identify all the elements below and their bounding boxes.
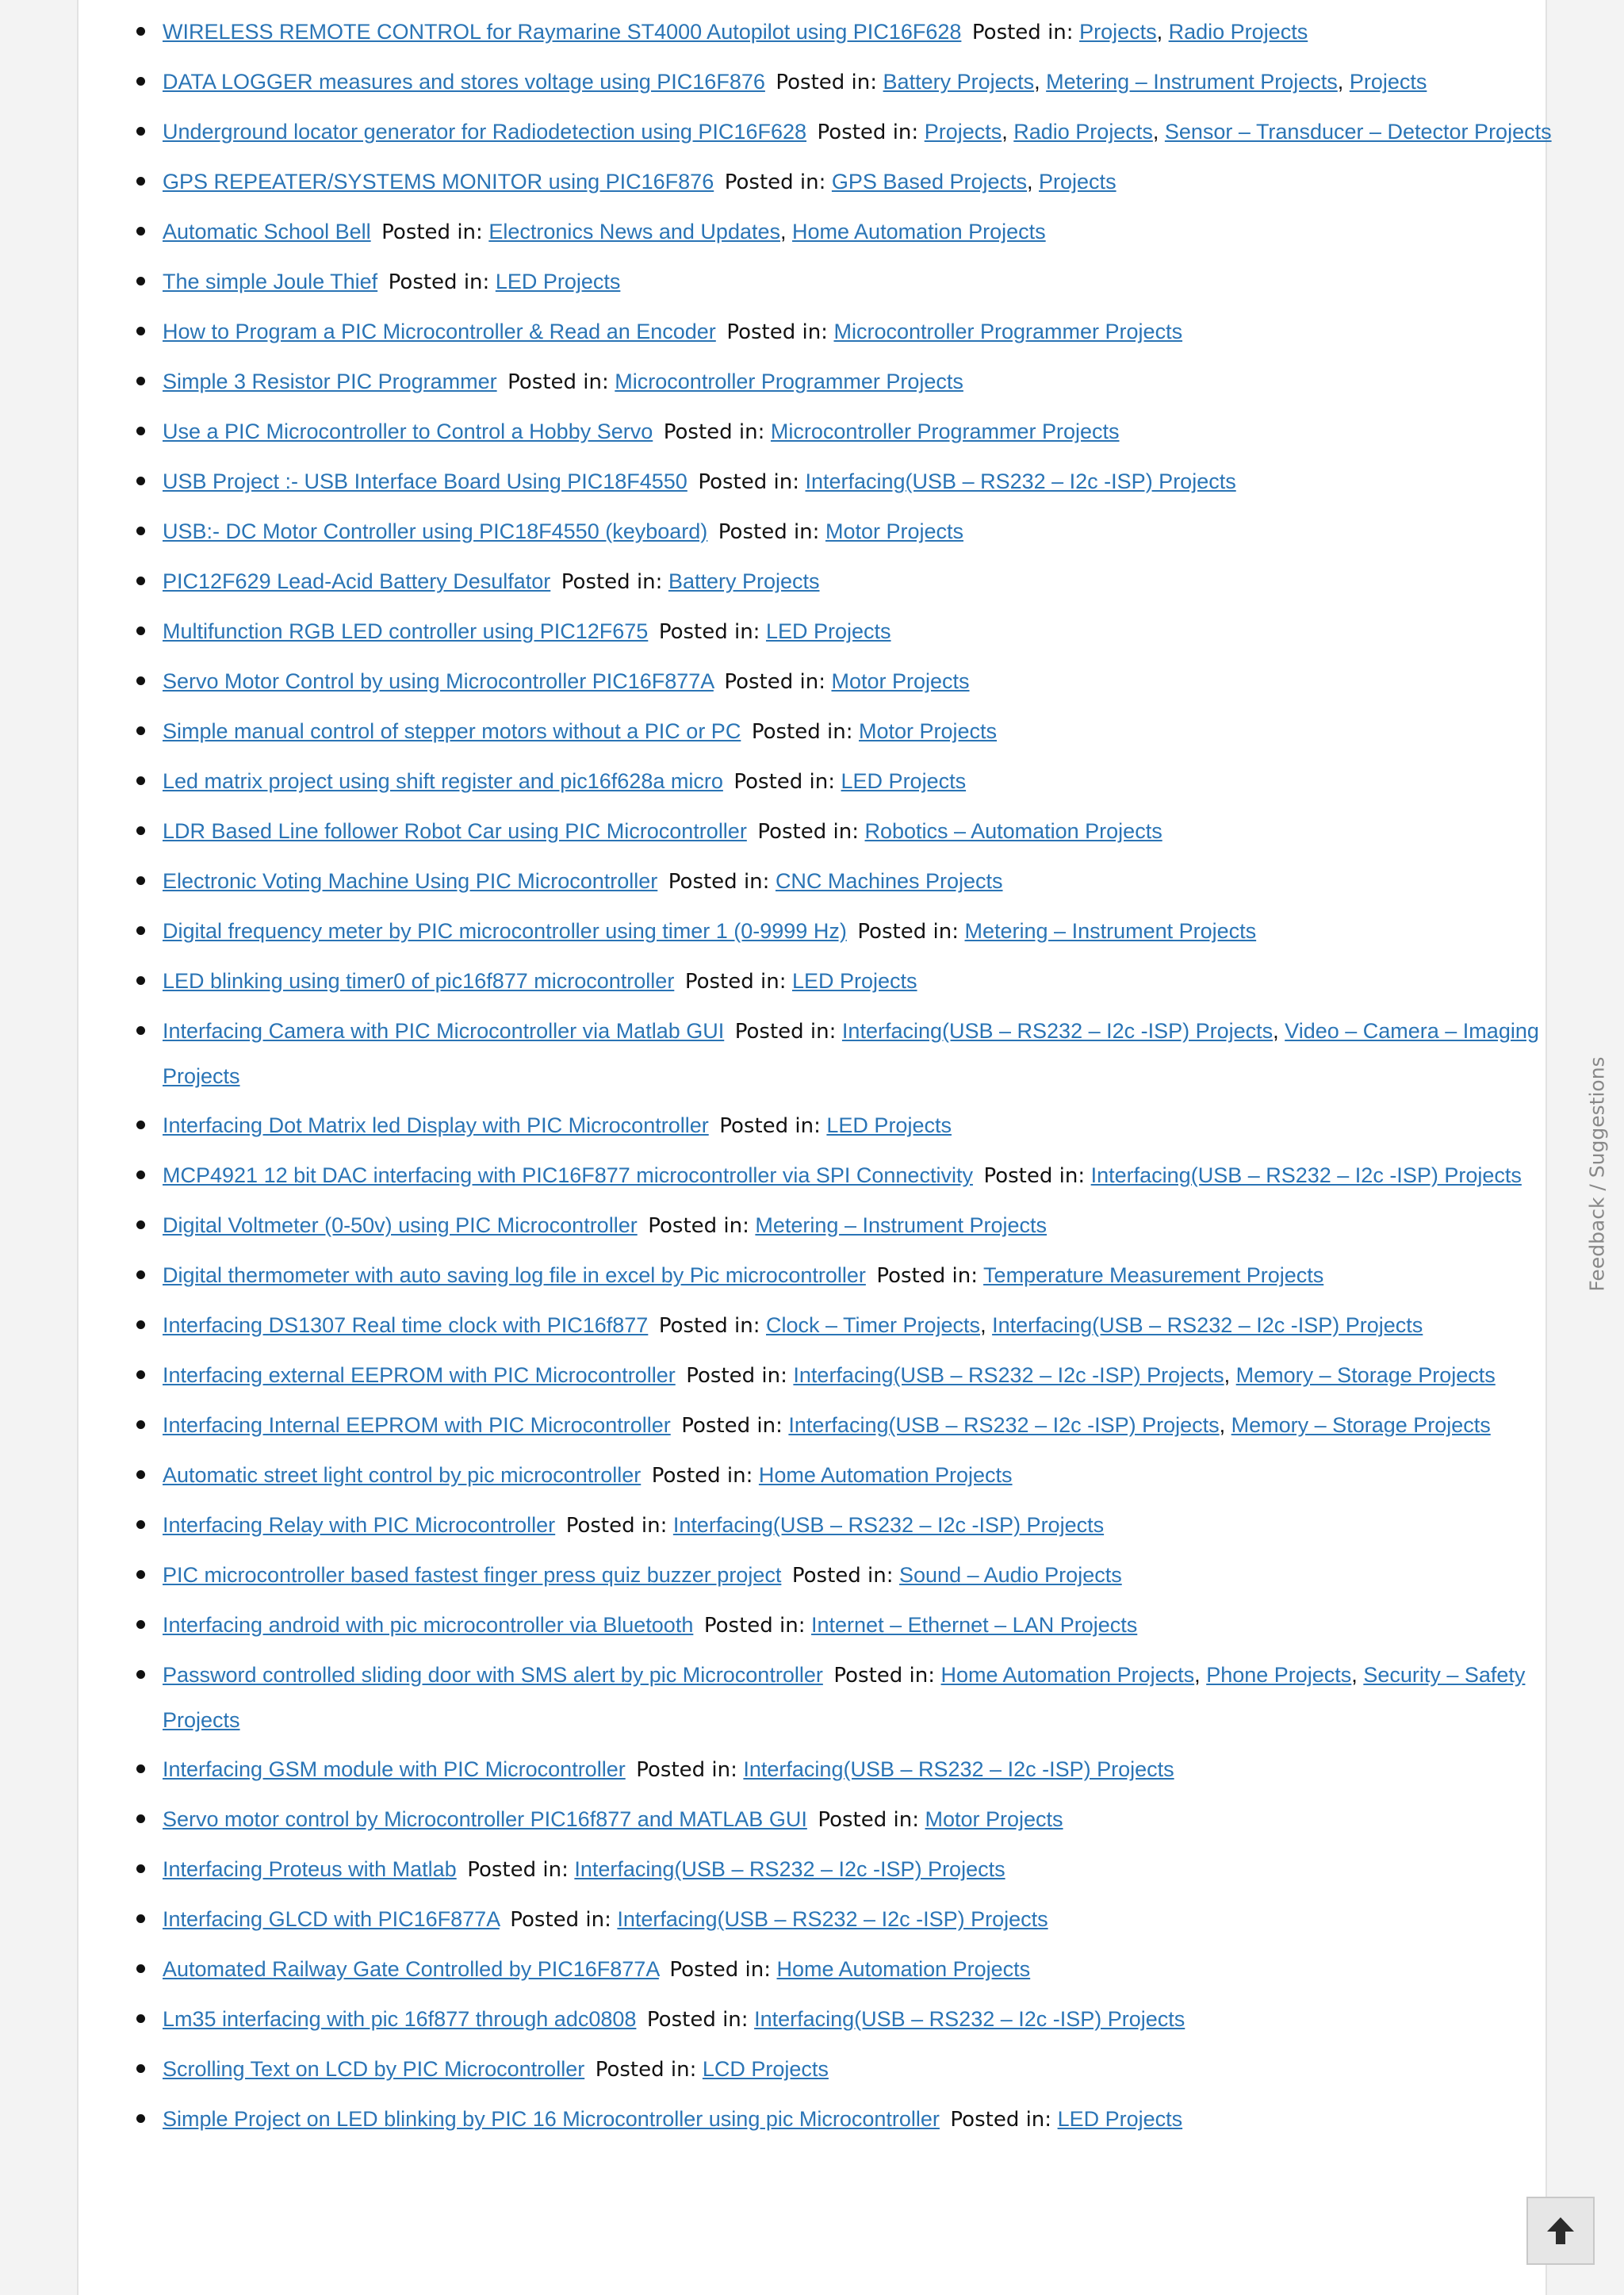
posted-in-label: Posted in: <box>646 2008 749 2032</box>
posted-in-label: Posted in: <box>565 1514 668 1538</box>
post-title-link[interactable]: GPS REPEATER/SYSTEMS MONITOR using PIC16F876 <box>163 170 714 193</box>
post-title-link[interactable]: Digital frequency meter by PIC microcontroller using timer 1 (0-9999 Hz) <box>163 919 847 943</box>
list-item <box>163 1353 1606 1398</box>
feedback-tab[interactable] <box>1576 1055 1618 1293</box>
category-link[interactable]: Home Automation Projects <box>758 1463 1013 1487</box>
category-link[interactable]: Battery Projects <box>883 70 1035 94</box>
posted-in-label: Posted in: <box>757 820 859 844</box>
posted-in-label: Posted in: <box>561 570 663 594</box>
category-link[interactable]: Microcontroller Programmer Projects <box>833 320 1183 343</box>
post-title-link[interactable]: Digital thermometer with auto saving log file in excel by Pic microcontroller <box>163 1263 866 1287</box>
category-link[interactable]: Memory – Storage Projects <box>1235 1363 1496 1387</box>
list-item <box>163 1203 1606 1248</box>
posted-in-label: Posted in: <box>648 1214 749 1238</box>
list-item <box>163 509 1606 554</box>
category-link[interactable]: Metering – Instrument Projects <box>755 1213 1048 1237</box>
category-link[interactable]: Projects <box>924 120 1002 144</box>
posted-in-label: Posted in: <box>698 470 799 494</box>
post-title-link[interactable]: How to Program a PIC Microcontroller & Read an Encoder <box>163 320 716 343</box>
category-link[interactable]: Interfacing(USB – RS232 – I2c -ISP) Projects <box>805 469 1236 493</box>
posted-in-label: Posted in: <box>663 420 765 444</box>
category-link[interactable]: Metering – Instrument Projects <box>964 919 1257 943</box>
category-link[interactable]: Sound – Audio Projects <box>899 1563 1122 1587</box>
post-title-link[interactable]: Underground locator generator for Radiodetection using PIC16F628 <box>163 120 807 144</box>
list-item <box>163 109 1606 155</box>
list-item <box>163 209 1606 255</box>
list-item <box>163 909 1606 954</box>
list-item <box>163 2047 1606 2092</box>
category-separator: , <box>1219 1413 1231 1437</box>
category-link[interactable]: Interfacing(USB – RS232 – I2c -ISP) Projects <box>754 2007 1185 2031</box>
posted-in-label: Posted in: <box>684 970 787 994</box>
post-title-link[interactable]: Digital Voltmeter (0-50v) using PIC Microcontroller <box>163 1213 638 1237</box>
post-title-link[interactable]: MCP4921 12 bit DAC interfacing with PIC16F877 microcontroller via SPI Connectivity <box>163 1163 973 1187</box>
post-title-link[interactable]: Interfacing Relay with PIC Microcontroller <box>163 1513 556 1537</box>
category-link[interactable]: GPS Based Projects <box>831 170 1028 193</box>
post-title-link[interactable]: Servo Motor Control by using Microcontroller PIC16F877A <box>163 669 714 693</box>
posted-in-label: Posted in: <box>718 520 820 544</box>
post-title-link[interactable]: Password controlled sliding door with SMS alert by pic Microcontroller <box>163 1663 823 1687</box>
post-title-link[interactable]: Interfacing GSM module with PIC Microcontroller <box>163 1757 626 1781</box>
posted-in-label: Posted in: <box>658 620 760 644</box>
list-item <box>163 809 1606 854</box>
posted-in-label: Posted in: <box>726 320 828 344</box>
category-link[interactable]: CNC Machines Projects <box>775 869 1003 893</box>
category-link[interactable]: Motor Projects <box>925 1807 1063 1831</box>
category-link[interactable]: Interfacing(USB – RS232 – I2c -ISP) Projects <box>672 1513 1105 1537</box>
posted-in-label: Posted in: <box>719 1114 821 1138</box>
category-link[interactable]: Interfacing(USB – RS232 – I2c -ISP) Projects <box>743 1757 1174 1781</box>
post-title-link[interactable]: LDR Based Line follower Robot Car using PIC Microcontroller <box>163 819 747 843</box>
list-item <box>163 1653 1606 1742</box>
list-item <box>163 1403 1606 1448</box>
post-title-link[interactable]: Use a PIC Microcontroller to Control a Hobby Servo <box>163 420 653 443</box>
posted-in-label: Posted in: <box>818 1808 919 1832</box>
category-link[interactable]: Interfacing(USB – RS232 – I2c -ISP) Projects <box>841 1019 1274 1043</box>
list-item <box>163 1103 1606 1148</box>
list-item <box>163 1997 1606 2042</box>
list-item <box>163 609 1606 654</box>
category-link[interactable]: Interfacing(USB – RS232 – I2c -ISP) Projects <box>788 1413 1220 1437</box>
post-title-link[interactable]: Servo motor control by Microcontroller PIC16f877 and MATLAB GUI <box>163 1807 807 1831</box>
posted-in-label: Posted in: <box>668 870 770 894</box>
post-title-link[interactable]: Automatic School Bell <box>163 220 371 243</box>
list-item <box>163 1747 1606 1792</box>
list-item <box>163 1009 1606 1098</box>
posted-in-label: Posted in: <box>857 920 959 944</box>
posted-in-label: Posted in: <box>508 370 609 394</box>
posted-in-label: Posted in: <box>724 670 825 694</box>
post-title-link[interactable]: Multifunction RGB LED controller using PIC12F675 <box>163 619 649 643</box>
posted-in-label: Posted in: <box>510 1908 611 1932</box>
category-link[interactable]: Metering – Instrument Projects <box>1046 70 1338 94</box>
content-panel <box>77 0 1552 2295</box>
posted-in-label: Posted in: <box>983 1164 1086 1188</box>
post-title-link[interactable]: USB:- DC Motor Controller using PIC18F4550 (keyboard) <box>163 519 708 543</box>
posted-in-label: Posted in: <box>971 21 1074 44</box>
posted-in-label: Posted in: <box>724 170 826 194</box>
list-item <box>163 1553 1606 1598</box>
post-title-link[interactable]: Automated Railway Gate Controlled by PIC16F877A <box>163 1957 659 1981</box>
category-separator: , <box>1152 120 1165 144</box>
post-title-link[interactable]: Led matrix project using shift register and pic16f628a micro <box>163 769 723 793</box>
category-link[interactable]: Interfacing(USB – RS232 – I2c -ISP) Projects <box>617 1907 1048 1931</box>
category-link[interactable]: Home Automation Projects <box>776 1957 1031 1981</box>
category-link[interactable]: Temperature Measurement Projects <box>983 1263 1324 1287</box>
posted-in-label: Posted in: <box>751 720 853 744</box>
list-item <box>163 859 1606 904</box>
list-item <box>163 709 1606 754</box>
list-item <box>163 1153 1606 1198</box>
category-separator: , <box>1034 70 1047 94</box>
posted-in-label: Posted in: <box>733 770 836 794</box>
category-link[interactable]: Security – Safety Projects <box>163 1663 1526 1732</box>
category-link[interactable]: Microcontroller Programmer Projects <box>615 370 963 393</box>
list-item <box>163 459 1606 504</box>
category-link[interactable]: Projects <box>1039 170 1116 193</box>
post-title-link[interactable]: Interfacing android with pic microcontroller via Bluetooth <box>163 1613 694 1637</box>
post-title-link[interactable]: Interfacing Proteus with Matlab <box>163 1857 457 1881</box>
category-link[interactable]: LED Projects <box>826 1113 952 1137</box>
category-link[interactable]: Home Automation Projects <box>940 1663 1195 1687</box>
post-title-link[interactable]: Simple manual control of stepper motors without a PIC or PC <box>163 719 741 743</box>
category-link[interactable]: Electronics News and Updates <box>488 220 780 243</box>
category-link[interactable]: LED Projects <box>841 769 967 793</box>
category-link[interactable]: Sensor – Transducer – Detector Projects <box>1164 120 1552 144</box>
scroll-to-top-button[interactable] <box>1526 2197 1595 2265</box>
list-item <box>163 10 1606 55</box>
category-separator: , <box>780 220 793 243</box>
category-link[interactable]: Radio Projects <box>1168 20 1308 44</box>
post-title-link[interactable]: LED blinking using timer0 of pic16f877 microcontroller <box>163 969 675 993</box>
posted-in-label: Posted in: <box>658 1314 760 1338</box>
post-title-link[interactable]: The simple Joule Thief <box>163 270 378 293</box>
list-item <box>163 1797 1606 1842</box>
posted-in-label: Posted in: <box>381 220 483 244</box>
category-link[interactable]: Clock – Timer Projects <box>765 1313 981 1337</box>
posted-in-label: Posted in: <box>734 1020 837 1044</box>
list-item <box>163 1897 1606 1942</box>
post-title-link[interactable]: PIC microcontroller based fastest finger press quiz buzzer project <box>163 1563 782 1587</box>
category-link[interactable]: Video – Camera – Imaging Projects <box>163 1019 1539 1088</box>
list-item <box>163 309 1606 354</box>
list-item <box>163 559 1606 604</box>
category-link[interactable]: LED Projects <box>765 619 891 643</box>
post-title-link[interactable]: USB Project :- USB Interface Board Using PIC18F4550 <box>163 469 688 493</box>
list-item <box>163 1303 1606 1348</box>
list-item <box>163 409 1606 454</box>
category-separator: , <box>1337 70 1350 94</box>
category-separator: , <box>1027 170 1040 193</box>
post-title-link[interactable]: Interfacing DS1307 Real time clock with PIC16f877 <box>163 1313 649 1337</box>
post-title-link[interactable]: Interfacing external EEPROM with PIC Microcontroller <box>163 1363 676 1387</box>
list-item <box>163 59 1606 105</box>
list-item <box>163 1453 1606 1498</box>
category-link[interactable]: Microcontroller Programmer Projects <box>770 420 1120 443</box>
category-separator: , <box>980 1313 993 1337</box>
list-item <box>163 959 1606 1004</box>
category-link[interactable]: Battery Projects <box>668 569 820 593</box>
posted-in-label: Posted in: <box>876 1264 979 1288</box>
list-item <box>163 1603 1606 1648</box>
category-separator: , <box>1194 1663 1207 1687</box>
list-item <box>163 1947 1606 1992</box>
posted-in-label: Posted in: <box>703 1614 806 1638</box>
post-title-link[interactable]: WIRELESS REMOTE CONTROL for Raymarine ST4000 Autopilot using PIC16F628 <box>163 20 962 44</box>
posted-in-label: Posted in: <box>669 1958 771 1982</box>
category-link[interactable]: Motor Projects <box>825 519 964 543</box>
post-title-link[interactable]: Electronic Voting Machine Using PIC Microcontroller <box>163 869 658 893</box>
list-item <box>163 1253 1606 1298</box>
category-link[interactable]: Projects <box>1079 20 1157 44</box>
category-link[interactable]: Motor Projects <box>831 669 970 693</box>
posted-in-label: Posted in: <box>817 121 919 144</box>
category-link[interactable]: Robotics – Automation Projects <box>864 819 1162 843</box>
posted-in-label: Posted in: <box>686 1364 787 1388</box>
category-link[interactable]: Home Automation Projects <box>792 220 1046 243</box>
posted-in-label: Posted in: <box>388 270 490 294</box>
category-separator: , <box>1156 20 1169 44</box>
category-link[interactable]: Internet – Ethernet – LAN Projects <box>811 1613 1138 1637</box>
category-link[interactable]: Interfacing(USB – RS232 – I2c -ISP) Projects <box>992 1313 1423 1337</box>
posted-in-label: Posted in: <box>833 1664 935 1688</box>
category-link[interactable]: Projects <box>1349 70 1427 94</box>
post-title-link[interactable]: DATA LOGGER measures and stores voltage using PIC16F876 <box>163 70 765 94</box>
posted-in-label: Posted in: <box>595 2058 697 2082</box>
posted-in-label: Posted in: <box>467 1858 569 1882</box>
category-link[interactable]: Memory – Storage Projects <box>1231 1413 1491 1437</box>
post-title-link[interactable]: Interfacing Camera with PIC Microcontroller via Matlab GUI <box>163 1019 725 1043</box>
category-link[interactable]: Phone Projects <box>1206 1663 1352 1687</box>
post-list <box>163 0 1606 2147</box>
list-item <box>163 1847 1606 1892</box>
posted-in-label: Posted in: <box>636 1758 737 1782</box>
category-link[interactable]: Radio Projects <box>1013 120 1153 144</box>
category-link[interactable]: LED Projects <box>791 969 917 993</box>
category-separator: , <box>1002 120 1014 144</box>
category-link[interactable]: Motor Projects <box>859 719 998 743</box>
list-item <box>163 259 1606 305</box>
posted-in-label: Posted in: <box>776 71 878 94</box>
feedback-tab-label: Feedback / Suggestions <box>1585 1056 1609 1292</box>
list-item <box>163 759 1606 804</box>
category-link[interactable]: LED Projects <box>495 270 621 293</box>
category-separator: , <box>1273 1019 1285 1043</box>
list-item <box>163 1503 1606 1548</box>
category-link[interactable]: Interfacing(USB – RS232 – I2c -ISP) Projects <box>793 1363 1224 1387</box>
post-title-link[interactable]: Automatic street light control by pic microcontroller <box>163 1463 642 1487</box>
post-title-link[interactable]: Interfacing Internal EEPROM with PIC Microcontroller <box>163 1413 671 1437</box>
post-title-link[interactable]: Simple Project on LED blinking by PIC 16 Microcontroller using pic Microcontroller <box>163 2107 940 2131</box>
category-link[interactable]: Interfacing(USB – RS232 – I2c -ISP) Projects <box>1090 1163 1522 1187</box>
posted-in-label: Posted in: <box>681 1414 783 1438</box>
category-link[interactable]: LCD Projects <box>702 2057 829 2081</box>
post-title-link[interactable]: Scrolling Text on LCD by PIC Microcontroller <box>163 2057 585 2081</box>
post-title-link[interactable]: Interfacing Dot Matrix led Display with PIC Microcontroller <box>163 1113 709 1137</box>
post-title-link[interactable]: PIC12F629 Lead-Acid Battery Desulfator <box>163 569 551 593</box>
posted-in-label: Posted in: <box>651 1464 753 1488</box>
post-title-link[interactable]: Simple 3 Resistor PIC Programmer <box>163 370 497 393</box>
arrow-up-icon <box>1545 2215 1576 2247</box>
list-item <box>163 359 1606 404</box>
category-link[interactable]: LED Projects <box>1057 2107 1183 2131</box>
category-separator: , <box>1224 1363 1236 1387</box>
category-separator: , <box>1351 1663 1364 1687</box>
category-link[interactable]: Interfacing(USB – RS232 – I2c -ISP) Projects <box>574 1857 1005 1881</box>
list-item <box>163 159 1606 205</box>
list-item <box>163 659 1606 704</box>
list-item <box>163 2097 1606 2142</box>
posted-in-label: Posted in: <box>791 1564 894 1588</box>
post-title-link[interactable]: Lm35 interfacing with pic 16f877 through adc0808 <box>163 2007 637 2031</box>
post-title-link[interactable]: Interfacing GLCD with PIC16F877A <box>163 1907 500 1931</box>
posted-in-label: Posted in: <box>950 2108 1052 2132</box>
